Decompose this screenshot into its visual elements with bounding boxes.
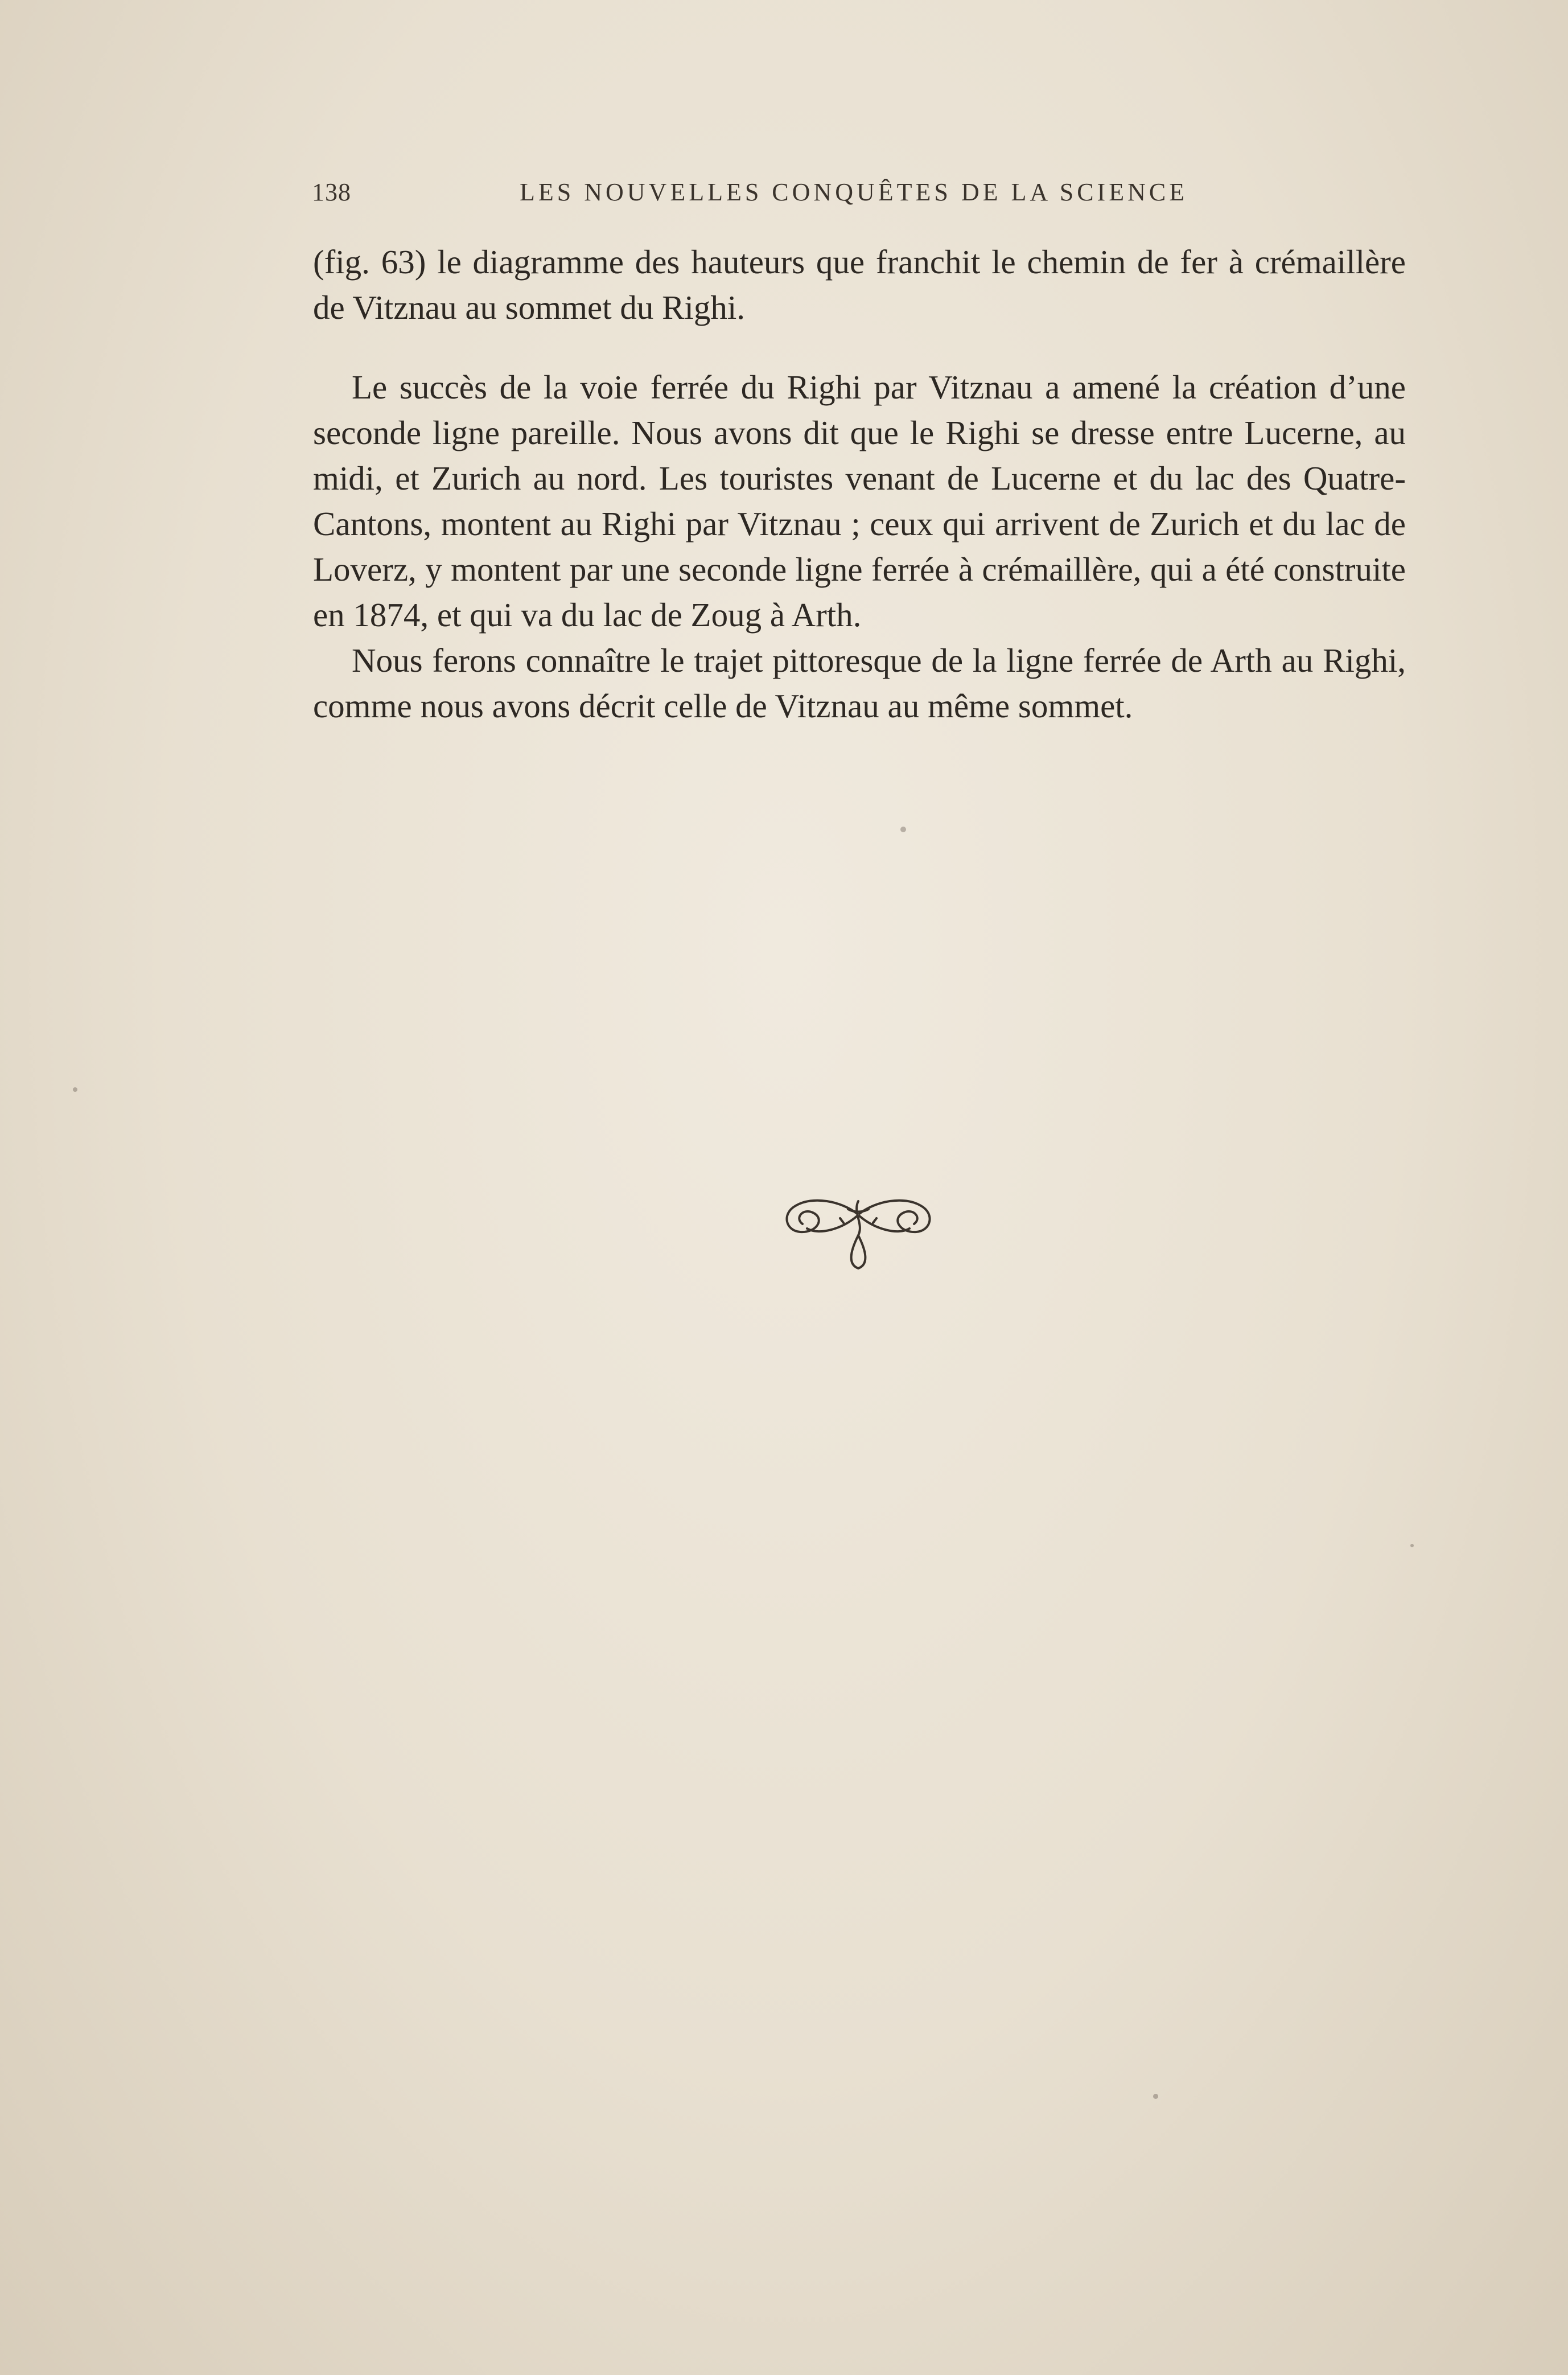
paper-speck xyxy=(1410,1544,1414,1547)
paragraph-continued: (fig. 63) le diagramme des hauteurs que franchit le chemin de fer à crémaillère de Vitznau au sommet du Righi. xyxy=(313,243,1406,326)
running-head xyxy=(312,178,1405,217)
body-text xyxy=(313,239,1406,729)
page-number: 138 xyxy=(312,178,351,206)
paper-speck xyxy=(1153,2094,1158,2099)
flourish-ornament-icon xyxy=(773,1178,944,1275)
running-title: LES NOUVELLES CONQUÊTES DE LA SCIENCE xyxy=(520,178,1188,206)
paper-speck xyxy=(73,1087,77,1092)
paragraph: Nous ferons connaître le trajet pittoresque de la ligne ferrée de Arth au Righi, comme nous avons décrit celle de Vitznau au même sommet. xyxy=(313,642,1406,725)
paragraph: Le succès de la voie ferrée du Righi par Vitznau a amené la création d’une seconde ligne pareille. Nous avons dit que le Righi se dresse entre Lucerne, au midi, et Zurich au nord. Les touristes venant de Lucerne et du lac des Quatre-Cantons, montent au Righi par Vitznau ; ceux qui arrivent de Zurich et du lac de Loverz, y montent par une seconde ligne ferrée à crémaillère, qui a été construite en 1874, et qui va du lac de Zoug à Arth. xyxy=(313,368,1406,634)
paper-speck xyxy=(900,827,906,832)
